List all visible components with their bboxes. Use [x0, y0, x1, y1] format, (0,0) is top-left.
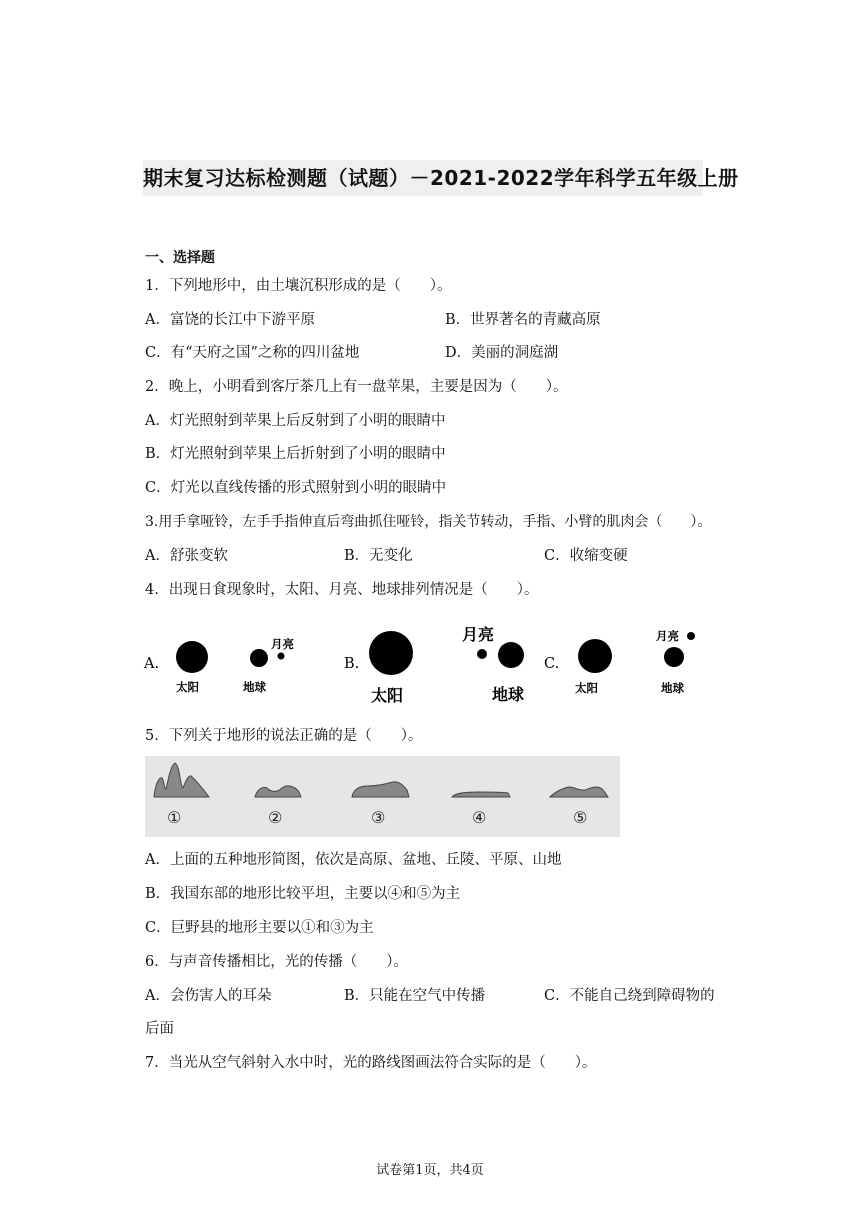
q4-option-b-label: B.	[344, 656, 360, 672]
q6-option-c-continued: 后面	[145, 1021, 174, 1037]
plain-landform-icon	[452, 792, 510, 797]
question-4-stem: 4．出现日食现象时，太阳、月亮、地球排列情况是（ ）。	[145, 582, 539, 598]
moon-label: 月亮	[656, 629, 679, 643]
earth-label: 地球	[243, 680, 266, 694]
question-2-stem: 2．晚上，小明看到客厅茶几上有一盘苹果，主要是因为（ ）。	[145, 379, 568, 395]
sun-icon	[578, 639, 612, 673]
landform-label-1: ①	[167, 808, 182, 827]
q3-option-b: B．无变化	[344, 548, 413, 564]
sun-label: 太阳	[176, 680, 199, 694]
landform-label-5: ⑤	[573, 808, 588, 827]
earth-icon	[250, 649, 268, 667]
q2-option-b: B．灯光照射到苹果上后折射到了小明的眼睛中	[145, 446, 446, 462]
question-1-stem: 1．下列地形中，由土壤沉积形成的是（ ）。	[145, 278, 452, 294]
question-5-stem: 5．下列关于地形的说法正确的是（ ）。	[145, 728, 423, 744]
sun-icon	[176, 641, 208, 673]
eclipse-options-figure	[140, 620, 720, 710]
q1-option-c: C．有“天府之国”之称的四川盆地	[145, 345, 360, 361]
q6-option-c: C．不能自己绕到障碍物的	[544, 988, 715, 1004]
q6-option-b: B．只能在空气中传播	[344, 988, 486, 1004]
q5-option-b: B．我国东部的地形比较平坦，主要以④和⑤为主	[145, 886, 461, 902]
q3-option-c: C．收缩变硬	[544, 548, 628, 564]
q4-option-c-label: C.	[544, 656, 560, 672]
basin-landform-icon	[255, 786, 301, 797]
landform-label-2: ②	[268, 808, 283, 827]
page-footer: 试卷第1页，共4页	[376, 1163, 484, 1178]
q4-option-a-label: A.	[144, 656, 160, 672]
q2-option-a: A．灯光照射到苹果上后反射到了小明的眼睛中	[145, 413, 446, 429]
moon-label: 月亮	[462, 625, 495, 644]
plateau-landform-icon	[352, 782, 409, 797]
q1-option-a: A．富饶的长江中下游平原	[145, 312, 315, 328]
question-3-stem: 3.用手拿哑铃，左手手指伸直后弯曲抓住哑铃，指关节转动，手指、小臂的肌肉会（ ）。	[145, 514, 712, 530]
mountain-landform-icon	[154, 763, 209, 797]
sun-label: 太阳	[575, 681, 598, 695]
earth-label: 地球	[492, 685, 525, 704]
q1-option-d: D．美丽的洞庭湖	[445, 345, 559, 361]
sun-label: 太阳	[371, 686, 404, 705]
q2-option-c: C．灯光以直线传播的形式照射到小明的眼睛中	[145, 480, 447, 496]
q5-option-a: A．上面的五种地形简图，依次是高原、盆地、丘陵、平原、山地	[145, 852, 562, 868]
q6-option-a: A．会伤害人的耳朵	[145, 988, 272, 1004]
q3-option-a: A．舒张变软	[145, 548, 228, 564]
page-title: 期末复习达标检测题（试题）－2021-2022学年科学五年级上册	[143, 160, 703, 196]
moon-icon	[278, 653, 285, 660]
question-7-stem: 7．当光从空气斜射入水中时，光的路线图画法符合实际的是（ ）。	[145, 1055, 597, 1071]
section-heading: 一、选择题	[145, 250, 215, 266]
hill-landform-icon	[550, 787, 608, 797]
earth-icon	[498, 642, 524, 668]
landform-diagram	[145, 756, 620, 837]
sun-icon	[369, 631, 413, 675]
landform-label-4: ④	[472, 808, 487, 827]
q1-option-b: B．世界著名的青藏高原	[445, 312, 601, 328]
earth-label: 地球	[661, 681, 684, 695]
question-6-stem: 6．与声音传播相比，光的传播（ ）。	[145, 954, 408, 970]
moon-label: 月亮	[271, 637, 294, 651]
earth-icon	[664, 647, 684, 667]
landform-label-3: ③	[371, 808, 386, 827]
q5-option-c: C．巨野县的地形主要以①和③为主	[145, 920, 374, 936]
moon-icon	[687, 632, 695, 640]
moon-icon	[477, 649, 487, 659]
